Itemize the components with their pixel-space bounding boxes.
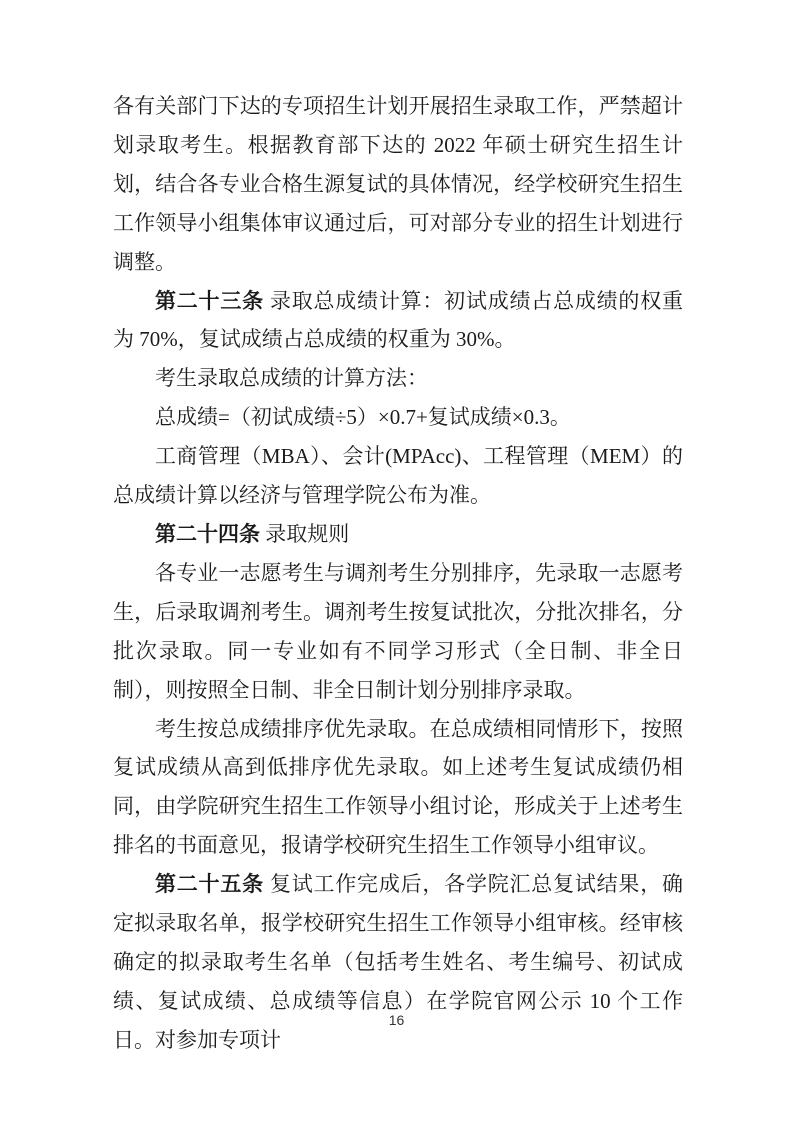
paragraph: 第二十三条 录取总成绩计算：初试成绩占总成绩的权重为 70%，复试成绩占总成绩的权重为 30%。 bbox=[113, 288, 683, 352]
page-footer bbox=[0, 1012, 793, 1030]
article-number: 第二十四条 bbox=[155, 521, 260, 546]
paragraph: 各专业一志愿考生与调剂考生分别排序，先录取一志愿考生，后录取调剂考生。调剂考生按复试批次，分批次排名，分批次录取。同一专业如有不同学习形式（全日制、非全日制），则按照全日制、非全日制计划分别排序录取。 bbox=[113, 560, 683, 702]
paragraph: 工商管理（MBA）、会计(MPAcc)、工程管理（MEM）的总成绩计算以经济与管理学院公布为准。 bbox=[113, 444, 683, 508]
paragraph: 第二十五条 复试工作完成后，各学院汇总复试结果，确定拟录取名单，报学校研究生招生工作领导小组审核。经审核确定的拟录取考生名单（包括考生姓名、考生编号、初试成绩、复试成绩、总成绩等信息）在学院官网公示 10 个工作日。对参加专项计 bbox=[113, 872, 683, 1052]
paragraph: 总成绩=（初试成绩÷5）×0.7+复试成绩×0.3。 bbox=[155, 405, 571, 430]
page-content bbox=[113, 87, 683, 1060]
paragraph: 各有关部门下达的专项招生计划开展招生录取工作，严禁超计划录取考生。根据教育部下达的 2022 年硕士研究生招生计划，结合各专业合格生源复试的具体情况，经学校研究生招生工作领导小组集体审议通过后，可对部分专业的招生计划进行调整。 bbox=[113, 94, 683, 274]
paragraph: 考生按总成绩排序优先录取。在总成绩相同情形下，按照复试成绩从高到低排序优先录取。如上述考生复试成绩仍相同，由学院研究生招生工作领导小组讨论，形成关于上述考生排名的书面意见，报请学校研究生招生工作领导小组审议。 bbox=[113, 716, 683, 858]
article-number: 第二十五条 bbox=[155, 872, 264, 897]
paragraph: 第二十四条 录取规则 bbox=[155, 521, 350, 546]
paragraph: 考生录取总成绩的计算方法： bbox=[155, 366, 428, 391]
page-number: 16 bbox=[388, 1012, 405, 1028]
article-number: 第二十三条 bbox=[155, 288, 264, 313]
